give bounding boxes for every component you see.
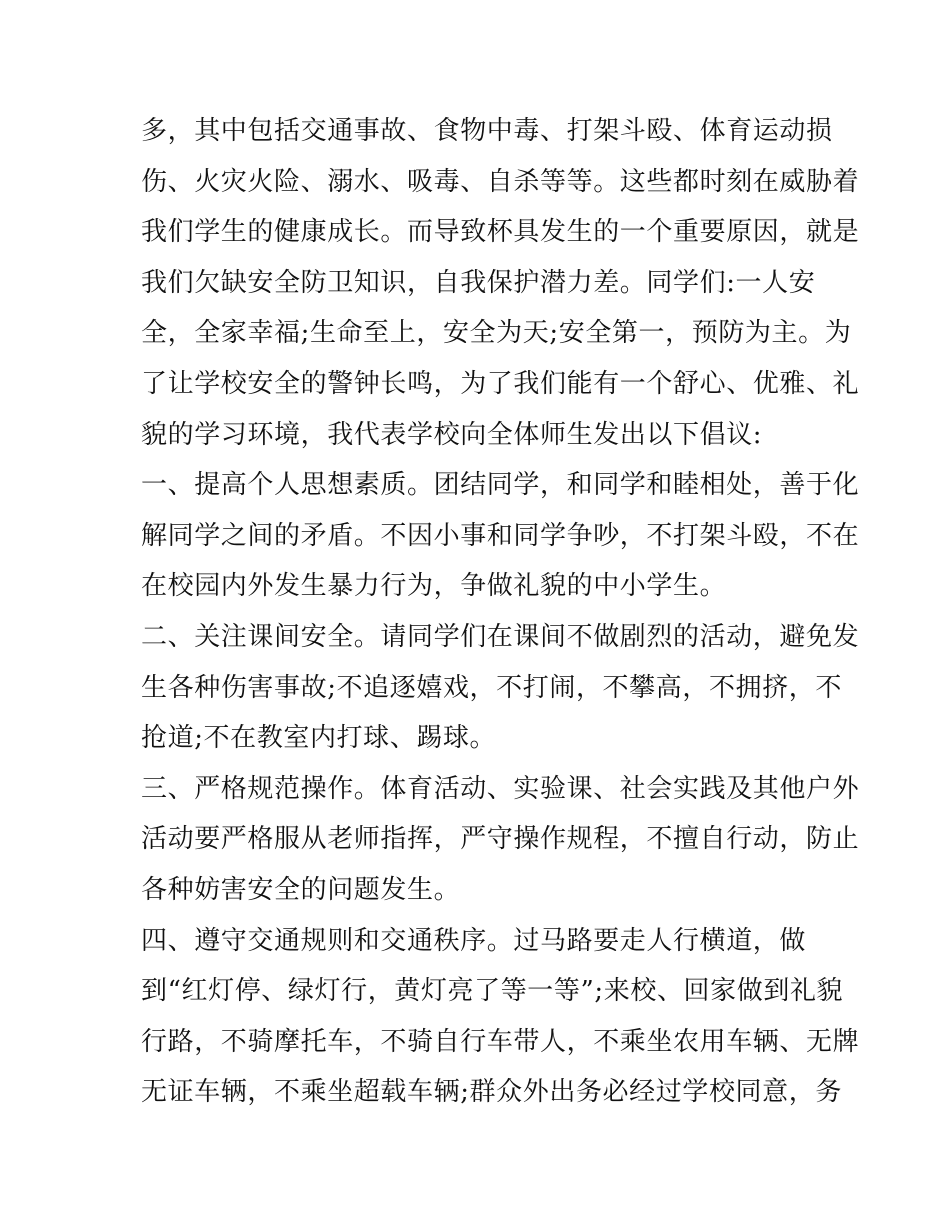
text-line: 貌的学习环境，我代表学校向全体师生发出以下倡议: bbox=[141, 419, 763, 450]
text-line: 到“红灯停、绿灯行，黄灯亮了等一等”;来校、回家做到礼貌 bbox=[141, 976, 844, 1007]
text-line: 各种妨害安全的问题发生。 bbox=[141, 874, 461, 905]
text-line: 行路，不骑摩托车，不骑自行车带人，不乘坐农用车辆、无牌 bbox=[141, 1026, 860, 1057]
text-line: 无证车辆，不乘坐超载车辆;群众外出务必经过学校同意，务 bbox=[141, 1077, 842, 1108]
text-line: 三、严格规范操作。体育活动、实验课、社会实践及其他户外 bbox=[141, 773, 860, 804]
text-line: 二、关注课间安全。请同学们在课间不做剧烈的活动，避免发 bbox=[141, 621, 860, 652]
text-line: 在校园内外发生暴力行为，争做礼貌的中小学生。 bbox=[141, 571, 727, 602]
text-line: 生各种伤害事故;不追逐嬉戏，不打闹，不攀高，不拥挤，不 bbox=[141, 672, 842, 703]
text-line: 全，全家幸福;生命至上，安全为天;安全第一，预防为主。为 bbox=[141, 318, 852, 349]
text-line: 了让学校安全的警钟长鸣，为了我们能有一个舒心、优雅、礼 bbox=[141, 368, 860, 399]
text-line: 活动要严格服从老师指挥，严守操作规程，不擅自行动，防止 bbox=[141, 824, 860, 855]
text-line: 一、提高个人思想素质。团结同学，和同学和睦相处，善于化 bbox=[141, 470, 860, 501]
text-line: 解同学之间的矛盾。不因小事和同学争吵，不打架斗殴，不在 bbox=[141, 520, 860, 551]
text-line: 多，其中包括交通事故、食物中毒、打架斗殴、体育运动损 bbox=[141, 116, 833, 146]
text-line: 抢道;不在教室内打球、踢球。 bbox=[141, 723, 497, 754]
text-line: 四、遵守交通规则和交通秩序。过马路要走人行横道，做 bbox=[141, 925, 807, 956]
document-body bbox=[141, 106, 860, 1118]
text-line: 我们欠缺安全防卫知识，自我保护潜力差。同学们:一人安 bbox=[141, 267, 816, 298]
text-line: 伤、火灾火险、溺水、吸毒、自杀等等。这些都时刻在威胁着 bbox=[141, 166, 860, 197]
text-line: 我们学生的健康成长。而导致杯具发生的一个重要原因，就是 bbox=[141, 217, 860, 248]
